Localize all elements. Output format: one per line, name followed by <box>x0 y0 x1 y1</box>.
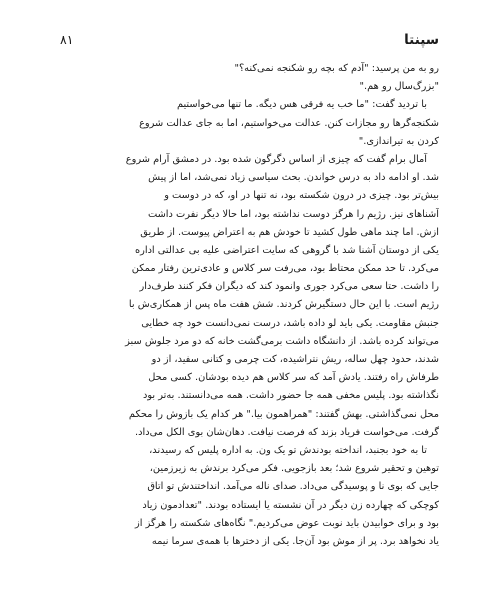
text-line: آشناهای نیز. رژیم را هرگز دوست نداشته بود، اما حالا دیگر نفرت داشت <box>147 208 439 220</box>
text-line: طرفاش راه رفتند. یادش آمد که سر کلاس هم دیده بودشان. کسی محل <box>148 372 439 384</box>
text-line: "بزرگ‌سال رو هم." <box>359 81 439 93</box>
text-line: می‌کرد. تا حد ممکن محتاط بود، می‌رفت سر کلاس و عادی‌ترین رفتار ممکن <box>131 263 439 275</box>
text-line: کوچکی که چهارده زن دیگر در آن نشسته یا ایستاده بودند. "تعدادمون زیاد <box>142 499 439 511</box>
text-line: جایی که بوی نا و پوسیدگی می‌داد. صدای ناله می‌آمد. انداختندش تو اتاق <box>147 481 439 493</box>
text-line: می‌تواند کرده باشد. از دانشگاه داشت برمی‌گشت خانه که دو مرد جلوش سبز <box>125 335 439 347</box>
text-line: بود و برای خوابیدن باید نوبت عوض می‌کردیم." نگاه‌های شکسته را هرگز از <box>135 517 439 529</box>
text-line: بیش‌تر بود. چیزی در درون شکسته بود، نه تنها در او، که در دوست و <box>164 190 439 202</box>
text-line: توهین و تحقیر شروع شد؛ بعد بازجویی. فکر می‌کرد برندش به زیرزمین، <box>149 463 439 475</box>
text-line: نگذاشته بود. پلیس مخفی همه جا حضور داشت. همه می‌دانستند. به‌تر بود <box>142 390 439 402</box>
running-title: سپنتا <box>404 32 439 48</box>
text-line: را داشت. حتا سعی می‌کرد جوری وانمود کند که دیگران فکر کنند طرف‌دار <box>139 281 439 293</box>
text-line: یکی از دوستان آشنا شد با گروهی که سایت اعتراضی علیه بی عدالتی اداره <box>134 244 439 256</box>
text-line: محل نمی‌گذاشتی. بهش گفتند: "همراهمون بیا." هر کدام یک بازوش را محکم <box>128 408 439 420</box>
text-line: آمال برام گفت که چیزی از اساس دگرگون شده بود. در دمشق آرام شروع <box>125 153 427 165</box>
page-number: ۸۱ <box>60 32 74 47</box>
text-line: شکنجه‌گرها رو مجازات کنن. عدالت می‌خواستیم، اما به جای عدالت شروع <box>139 117 439 129</box>
body-text <box>60 60 439 551</box>
text-line: شد. او ادامه داد به درس خواندن. بحث سیاسی زیاد نمی‌شد، اما از پیش <box>148 172 439 184</box>
text-line: رژیم است. با این حال دستگیرش کردند. شش هفت ماه پس از همکاری‌ش با <box>128 299 439 311</box>
text-line: کردن به تیراندازی." <box>358 135 439 147</box>
text-line: گرفت. می‌خواست فریاد بزند که فرصت نیافت. دهان‌شان بوی الکل می‌داد. <box>135 426 439 438</box>
text-line: یاد نخواهد برد. پر از موش بود آن‌جا. یکی از دخترها با همه‌ی سرما نیمه <box>151 535 439 547</box>
text-line: رو به من پرسید: "آدم که بچه رو شکنجه نمی‌کنه؟" <box>234 63 439 74</box>
text-line: شدند، حدود چهل ساله، ریش نتراشیده، کت چرمی و کتانی سفید، از دو <box>151 354 439 365</box>
page-header <box>60 30 439 50</box>
text-line: تا به خود بجنبد، انداخته بودندش تو یک ون. به اداره پلیس که رسیدند، <box>149 444 427 456</box>
text-line: جنبش مقاومت. یکی باید لو داده باشد، درست نمی‌دانست خود چه خطایی <box>141 317 439 329</box>
text-line: ازش. اما چند ماهی طول کشید تا خودش هم به اعتراض پیوست. از طریق <box>140 226 439 238</box>
text-line: با تردید گفت: "ما خب یه فرقی هس دیگه. ما تنها می‌خواستیم <box>176 99 427 111</box>
